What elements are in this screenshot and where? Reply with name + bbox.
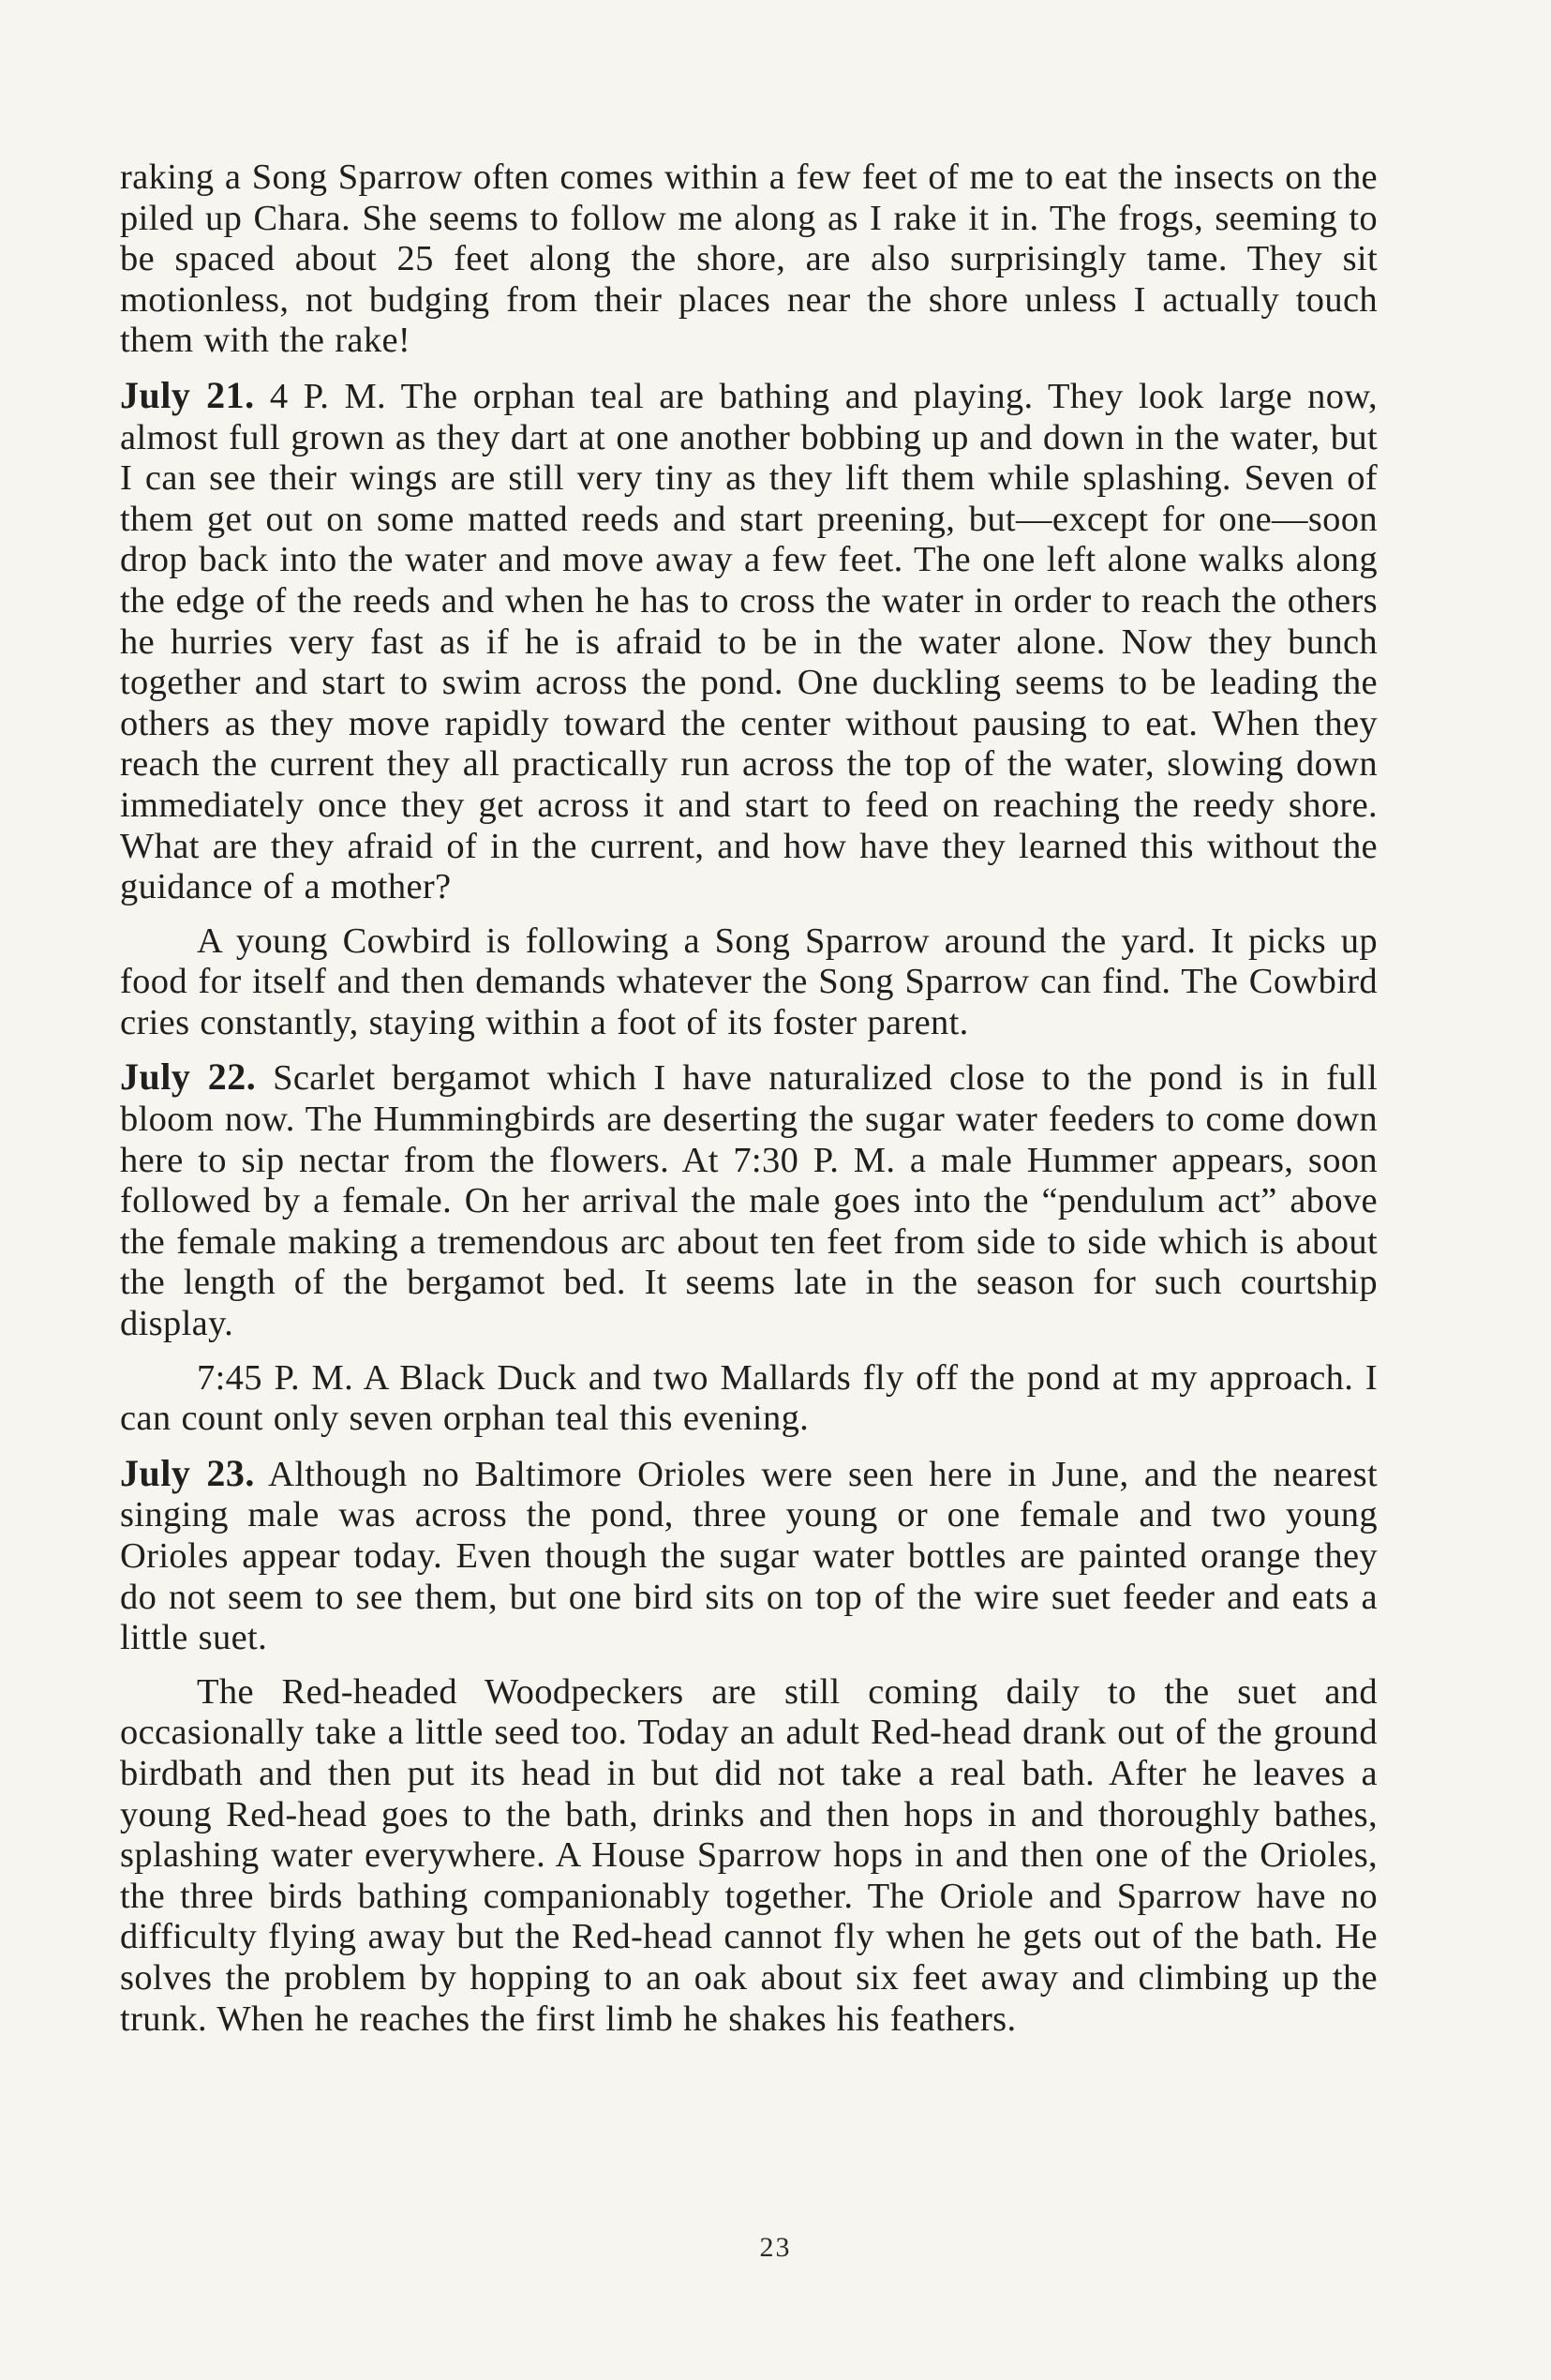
paragraph-text: The Red-headed Woodpeckers are still coming daily to the suet and occasionally take a little seed too. Today an adult Red-head drank out of the ground birdbath and then put its head in but did not take a real bath. After he leaves a young Red-head goes to the bath, drinks and then hops in and thoroughly bathes, splashing water everywhere. A House Sparrow hops in and then one of the Orioles, the three birds bathing companionably together. The Oriole and Sparrow have no difficulty flying away but the Red-head cannot fly when he gets out of the bath. He solves the problem by hopping to an oak about six feet away and climbing up the trunk. When he reaches the first limb he shakes his feathers. — [120, 1671, 1378, 2039]
entry-date: July 22. — [120, 1055, 257, 1099]
entry-date: July 23. — [120, 1451, 255, 1494]
entry-date: July 21. — [120, 373, 255, 416]
paragraph-text: 4 P. M. The orphan teal are bathing and playing. They look large now, almost full grown as they dart at one another bobbing up and down in the water, but I can see their wings are still very tiny as they lift them while splashing. Seven of them get out on some matted reeds and start preening, but—except for one—soon drop back into the water and move away a few feet. The one left alone walks along the edge of the reeds and when he has to cross the water in order to reach the others he hurries very fast as if he is afraid to be in the water alone. Now they bunch together and start to swim across the pond. One duckling seems to be leading the others as they move rapidly toward the center without pausing to eat. When they reach the current they all practically run across the top of the water, slowing down immediately once they get across it and start to feed on reaching the reedy shore. What are they afraid of in the current, and how have they learned this without the guidance of a mother? — [120, 376, 1378, 907]
paragraph-text: Scarlet bergamot which I have naturalized close to the pond is in full bloom now. The Hummingbirds are deserting the sugar water feeders to come down here to sip nectar from the flowers. At 7:30 P. M. a male Hummer appears, soon followed by a female. On her arrival the male goes into the “pendulum act” above the female making a tremendous arc about ten feet from side to side which is about the length of the bergamot bed. It seems late in the season for such courtship display. — [120, 1058, 1379, 1344]
paragraph-text: Although no Baltimore Orioles were seen here in June, and the nearest singing male was across the pond, three young or one female and two young Orioles appear today. Even though the sugar water bottles are painted orange they do not seem to see them, but one bird sits on top of the wire suet feeder and eats a little suet. — [120, 1454, 1379, 1658]
paragraph-july-22 — [120, 1056, 1378, 1344]
paragraph-continued — [120, 157, 1378, 362]
paragraph-text: raking a Song Sparrow often comes within a few feet of me to eat the insects on the piled up Chara. She seems to follow me along as I rake it in. The frogs, seeming to be spaced about 25 feet along the shore, are also surprisingly tame. They sit motionless, not budging from their places near the shore unless I actually touch them with the rake! — [120, 157, 1378, 361]
paragraph-july-23 — [120, 1453, 1378, 1659]
paragraph-cowbird — [120, 921, 1378, 1044]
body-text — [120, 157, 1378, 2040]
paragraph-july-21 — [120, 375, 1378, 908]
paragraph-evening — [120, 1358, 1378, 1440]
paragraph-text: 7:45 P. M. A Black Duck and two Mallards fly off the pond at my approach. I can count only seven orphan teal this evening. — [120, 1357, 1378, 1439]
paragraph-woodpeckers — [120, 1672, 1378, 2040]
paragraph-text: A young Cowbird is following a Song Sparrow around the yard. It picks up food for itself and then demands whatever the Song Sparrow can find. The Cowbird cries constantly, staying within a foot of its foster parent. — [120, 921, 1378, 1042]
page-number: 23 — [759, 2232, 792, 2263]
